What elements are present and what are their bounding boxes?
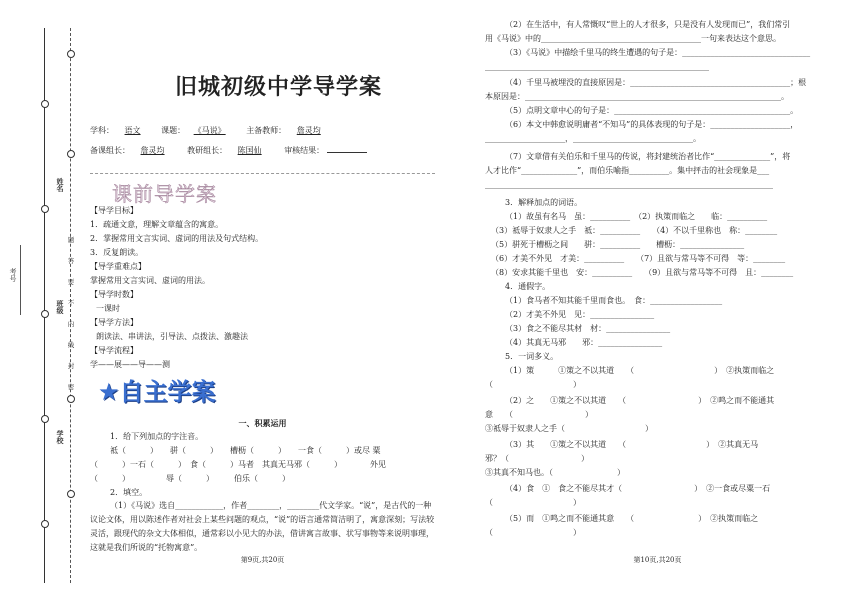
text-line: （2）之 ①策之不以其道 （ ） ②鸣之而不能通其 — [505, 396, 775, 405]
text-line: （3）食之不能尽其材 材：________________ — [505, 324, 671, 333]
binding-hole — [41, 310, 49, 318]
binding-hole — [67, 150, 75, 158]
guide-item: 2．掌握常用文言实词、虚词的用法及句式结构。 — [90, 234, 264, 243]
group-label: 备课组长： — [90, 146, 130, 155]
text-line: （3）祗辱于奴隶人之手 祗：__________ （4）不以千里称也 称：________ — [491, 226, 778, 235]
seal-text — [66, 230, 76, 398]
review-blank[interactable] — [327, 143, 367, 153]
guide-item: 一课时 — [96, 304, 120, 313]
text-line: 意 （ ） — [485, 410, 593, 419]
binding-hole — [41, 415, 49, 423]
seal-char: 内 — [67, 320, 75, 328]
text-line: 邪？（ ） — [485, 454, 589, 463]
text-line: （ ） — [485, 498, 581, 507]
seal-char: 要 — [67, 278, 75, 286]
info-row-1 — [90, 125, 329, 136]
seal-char: 线 — [67, 341, 75, 349]
binding-hole — [67, 490, 75, 498]
text-line: 人才比作“______________”，而伯乐喻指__________。集中抨击的社会现象是___ — [485, 166, 770, 175]
guide-item: 1．疏通文意，理解文章蕴含的寓意。 — [90, 220, 224, 229]
text-line: ③其真不知马也。（ ） — [485, 468, 625, 477]
binding-hole — [41, 205, 49, 213]
question-1: 1．给下列加点的字注音。 — [110, 432, 204, 441]
sub-heading: 一、积累运用 — [238, 418, 287, 428]
guide-item: 学——展——导——测 — [90, 360, 170, 369]
binding-hole — [67, 50, 75, 58]
text-line: （8）安求其能千里也 安：__________ （9）且欲与常马等不可得 且：________ — [491, 268, 794, 277]
guide-item: 【导学目标】 — [90, 206, 138, 215]
text-line: （2）才美不外见 见：________________ — [505, 310, 655, 319]
subject-label: 学科： — [90, 126, 114, 135]
section-heading-self-study: ★自主学案 — [98, 378, 216, 406]
divider — [90, 173, 435, 174]
text-line: （6）本文中韩愈说明庸者“不知马”的具体表现的句子是：____________________， — [505, 120, 799, 129]
seal-char: 封 — [67, 362, 75, 370]
guide-item: 【导学方法】 — [90, 318, 138, 327]
seal-char: 题 — [67, 236, 75, 244]
binding-hole — [41, 520, 49, 528]
research-label: 教研组长： — [187, 146, 228, 155]
topic-label: 课题： — [161, 126, 186, 135]
text-line: 用《马说》中的________________________________________一句来表达这个意思。 — [485, 34, 781, 43]
text-line: （3）《马说》中描绘千里马的终生遭遇的句子是：________________________________ — [505, 48, 811, 57]
page-title: 旧城初级中学导学案 — [175, 75, 383, 100]
text-line: （1）故虽有名马 虽：__________ （2）执策而临之 临：__________ — [505, 212, 768, 221]
text-line: （1）策 ①策之不以其道 （ ） ②执策而临之 — [505, 366, 775, 375]
binding-margin — [0, 0, 80, 607]
teacher-label: 主备教师： — [246, 126, 287, 135]
seal-char: 不 — [67, 299, 75, 307]
text-line: 3．解释加点的词语。 — [505, 198, 583, 207]
text-line: （4）千里马被埋没的直接原因是：________________________________________；根 — [505, 78, 807, 87]
guide-item: 朗读法、串讲法，引导法、点拨法、激趣法 — [96, 332, 248, 341]
group-value: 詹灵均 — [140, 146, 165, 155]
text-line: （4）食 ① 食之不能尽其才（ ） ②一食或尽粟一石 — [505, 484, 771, 493]
text-line: （3）其 ①策之不以其道 （ ） ②其真无马 — [505, 440, 759, 449]
school-label: 学校 — [56, 430, 65, 444]
info-row-2 — [90, 143, 367, 156]
research-value: 陈国仙 — [237, 146, 262, 155]
guide-item: 掌握常用文言实词、虚词的用法。 — [90, 276, 210, 285]
text-line: （5）点明文章中心的句子是：____________________________________________。 — [505, 106, 799, 115]
text-line: 本原因是：________________________________________________________________。 — [485, 92, 789, 101]
teacher-value: 詹灵均 — [296, 126, 321, 135]
text-line: （4）其真无马邪 邪：________________ — [505, 338, 663, 347]
text-line: ____________________，______________________________。 — [485, 134, 701, 143]
question-2-paragraph: （1）《马说》选自____________，作者________，________代文学家。“说”，是古代的一种议论文体，用以陈述作者对社会上某些问题的观点，“说”的语言通常简洁明了，寓意深刻；写法较灵活，跟现代的杂文大体相似，通常彩以小见大的办法，借讲寓言故事、状写事物等来说明事理，这就是我们所说的“托物寓意”。 — [90, 501, 435, 552]
text-line: （ ） — [485, 528, 581, 537]
text-line: 5．一词多义。 — [505, 352, 559, 361]
text-line: （5）而 ①鸣之而不能通其意 （ ） ②执策而临之 — [505, 514, 759, 523]
question-1-line: （ ）一石（ ） 食（ ）马者 其真无马邪（ ） 外见 — [90, 460, 386, 469]
question-1-line: （ ） 辱（ ） 伯乐（ ） — [90, 474, 290, 483]
page-footer: 第9页,共20页 — [240, 556, 285, 564]
text-line: （ ） — [485, 380, 581, 389]
guide-item: 3．反复朗读。 — [90, 248, 144, 257]
seal-char: 答 — [67, 257, 75, 265]
question-1-line: 祗（ ） 骈（ ） 槽枥（ ） 一食（ ）或尽 粟 — [110, 446, 381, 455]
text-line: ________________________________________________________________________ — [485, 180, 773, 189]
binding-line-outer — [44, 28, 45, 583]
page-footer: 第10页,共20页 — [633, 556, 682, 564]
review-label: 审核结果： — [284, 146, 325, 155]
text-line: ________________________________________________________ — [485, 62, 709, 71]
binding-hole — [41, 100, 49, 108]
text-line: （2）在生活中，有人常慨叹“世上的人才很多，只是没有人发现而已”，我们常引 — [505, 20, 791, 29]
left-page — [90, 0, 435, 607]
name-label: 姓名 — [56, 178, 65, 192]
exam-id-line — [20, 245, 21, 315]
guide-item: 【导学时数】 — [90, 290, 138, 299]
question-2: 2．填空。 — [110, 488, 148, 497]
text-line: （5）骈死于槽枥之间 骈：__________ 槽枥：________________ — [491, 240, 745, 249]
text-line: ③祗辱于奴隶人之手（ ） — [485, 424, 653, 433]
text-line: （1）食马者不知其能千里而食也。 食：__________________ — [505, 296, 723, 305]
guide-item: 【导学重难点】 — [90, 262, 146, 271]
seal-char: 密 — [67, 383, 75, 391]
topic-value: 《马说》 — [193, 126, 226, 135]
right-page — [485, 0, 830, 607]
class-label: 班级 — [56, 300, 65, 314]
text-line: 4．通假字。 — [505, 282, 551, 291]
text-line: （7）文章借有关伯乐和千里马的传说，将封建统治者比作“______________”，将 — [505, 152, 791, 161]
section-heading-pre-class: 课前导学案 — [112, 182, 217, 206]
exam-id-label: 考号 — [9, 268, 17, 282]
subject-value: 语文 — [124, 126, 141, 135]
text-line: （6）才美不外见 才美：__________ （7）且欲与常马等不可得 等：________ — [491, 254, 786, 263]
guide-item: 【导学流程】 — [90, 346, 138, 355]
